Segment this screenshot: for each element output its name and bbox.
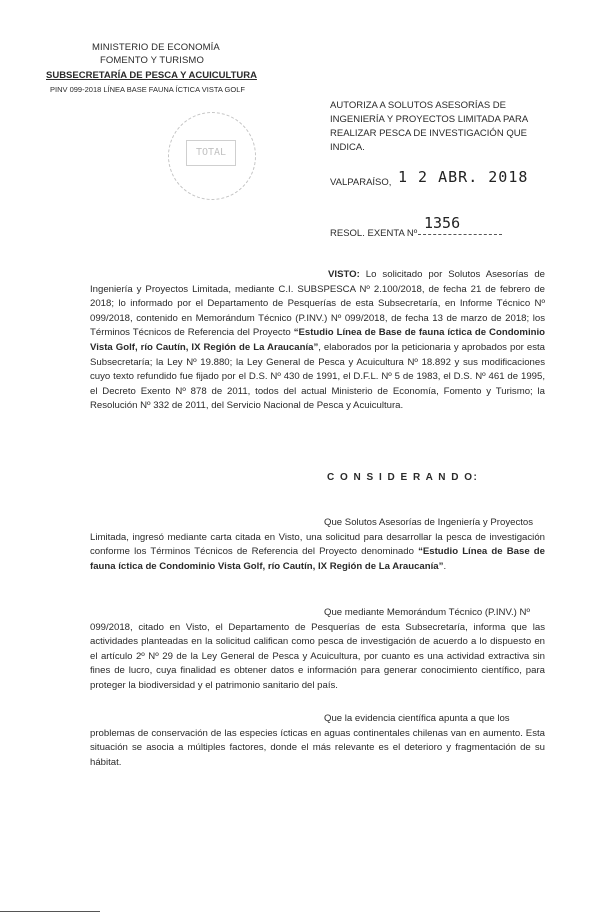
considerando-1-project-title: “Estudio Línea de Base de fauna íctica de Condominio Vista Golf, río Cautín, IX Región de La Araucanía”: [90, 546, 545, 572]
considerando-paragraph-1: [90, 516, 545, 574]
considerando-3-first-line: Que la evidencia científica apunta a que los: [324, 713, 510, 724]
resolution-underline: [418, 234, 502, 235]
considerando-1-text: Limitada, ingresó mediante carta citada en Visto, una solicitud para desarrollar la pesca de investigación conforme los Términos Técnicos de Referencia del Proyecto denominado: [90, 531, 545, 558]
considerando-heading: C O N S I D E R A N D O:: [327, 472, 479, 483]
considerando-1-end: .: [443, 560, 447, 572]
document-reference: PINV 099-2018 LÍNEA BASE FAUNA ÍCTICA VISTA GOLF: [50, 85, 245, 94]
footer-rule: [0, 911, 100, 912]
stamp-label: TOTAL: [186, 140, 236, 166]
considerando-1-first-line: Que Solutos Asesorías de Ingeniería y Proyectos: [324, 517, 534, 528]
visto-text-1: Lo solicitado por Solutos Asesorías de Ingeniería y Proyectos Limitada, mediante C.I. SUBSPESCA Nº 2.100/2018, de fecha 21 de febrero de 2018; lo informado por el Departamento de Pesquerías de esta Subsecretaría, en Informe Técnico Nº 099/2018, contenido en Memorándum Técnico (P.INV.) Nº 099/2018, de fecha 13 de marzo de 2018; los Términos Técnicos de Referencia del Proyecto: [90, 269, 545, 339]
ministry-line-1: MINISTERIO DE ECONOMÍA: [92, 42, 220, 53]
resolution-label: RESOL. EXENTA Nº: [330, 228, 418, 239]
visto-lead: VISTO:: [328, 269, 360, 280]
considerando-1-body: [90, 531, 545, 575]
considerando-3-body: problemas de conservación de las especies ícticas en aguas continentales chilenas van en aumento. Esta situación se asocia a múltiples factores, donde el más relevante es el deterioro y fragmentación de su hábitat.: [90, 727, 545, 768]
resolution-subject: AUTORIZA A SOLUTOS ASESORÍAS DE INGENIERÍA Y PROYECTOS LIMITADA PARA REALIZAR PESCA DE INVESTIGACIÓN QUE INDICA.: [330, 100, 528, 153]
considerando-paragraph-2: [90, 606, 545, 694]
considerando-2-body: 099/2018, citado en Visto, el Departamento de Pesquerías de esta Subsecretaría, informa que las actividades planteadas en la solicitud califican como pesca de investigación de acuerdo a lo dispuesto en el artículo 2º Nº 29 de la Ley General de Pesca y Acuicultura, por cuanto es una actividad extractiva sin fines de lucro, cuya finalidad es obtener datos e información para generar conocimiento científico, para proteger la biodiversidad y el patrimonio sanitario del país.: [90, 621, 545, 691]
considerando-paragraph-3: [90, 712, 545, 770]
visto-paragraph: [90, 268, 545, 414]
place-city: VALPARAÍSO,: [330, 177, 392, 188]
visto-project-title: “Estudio Línea de Base de fauna íctica de Condominio Vista Golf, río Cautín, IX Región de La Araucanía”: [90, 327, 545, 353]
resolution-number: 1356: [424, 214, 461, 232]
date-stamp: 1 2 ABR. 2018: [398, 168, 529, 186]
ministry-line-2: FOMENTO Y TURISMO: [100, 55, 204, 66]
considerando-2-first-line: Que mediante Memorándum Técnico (P.INV.) Nº: [324, 607, 530, 618]
subsecretaria-heading: SUBSECRETARÍA DE PESCA Y ACUICULTURA: [46, 70, 257, 81]
visto-text-2: , elaborados por la peticionaria y aprobados por esta Subsecretaría; la Ley Nº 19.880; la Ley General de Pesca y Acuicultura Nº 18.892 y sus modificaciones cuyo texto refundido fue fijado por el D.S. Nº 430 de 1991, el D.F.L. Nº 5 de 1983, el D.S. Nº 461 de 1995, el Decreto Exento Nº 878 de 2011, todos del actual Ministerio de Economía, Fomento y Turismo; la Resolución Nº 332 de 2011, del Servicio Nacional de Pesca y Acuicultura.: [90, 341, 545, 412]
